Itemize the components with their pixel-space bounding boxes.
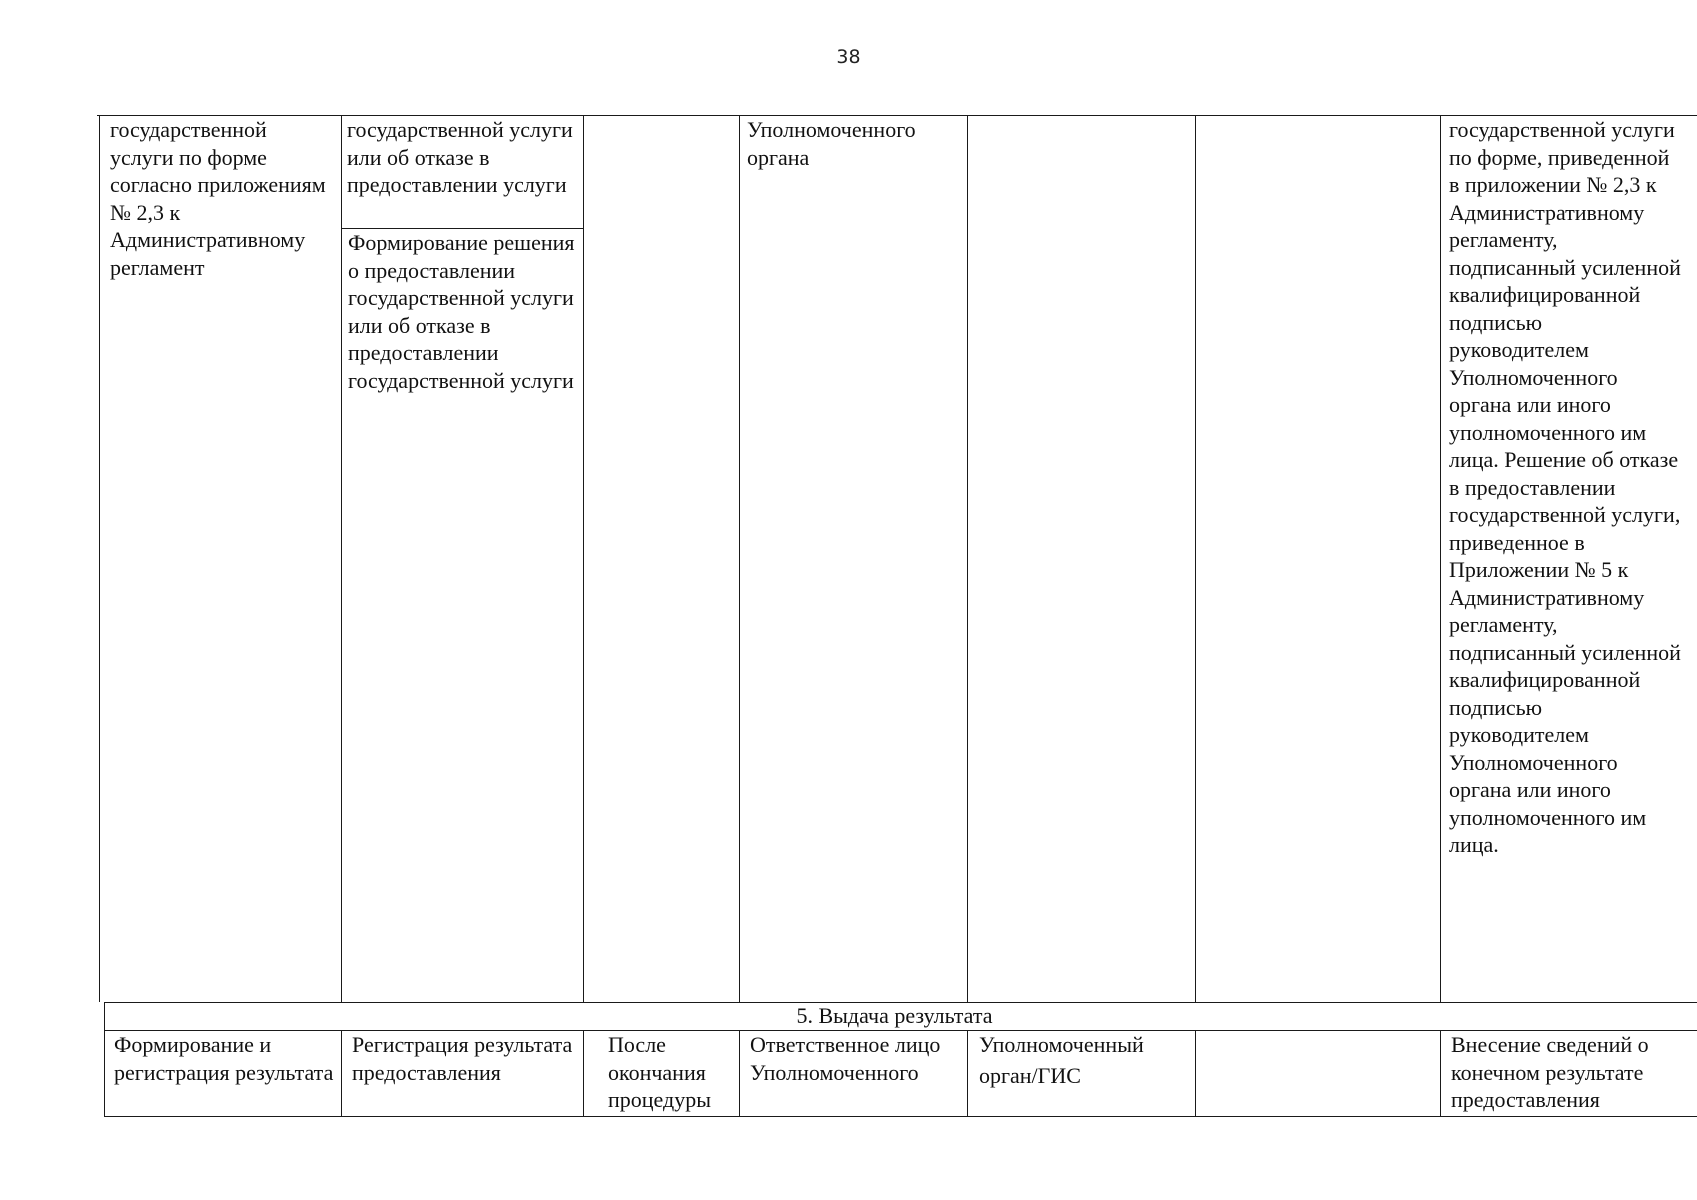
upper-cell-result: государственной услуги по форме, приведенной в приложении № 2,3 к Административному регламенту, подписанный усиленной квалифицированной подписью руководителем Уполномоченного органа или иного уполномоченного им лица. Решение об отказе в предоставлении государственной услуги, приведенное в Приложении № 5 к Административному регламенту, подписанный усиленной квалифицированной подписью руководителем Уполномоченного органа или иного уполномоченного им лица.: [1449, 117, 1681, 857]
section-header-text: 5. Выдача результата: [796, 1003, 993, 1028]
col-divider-4: [967, 115, 968, 1002]
col-divider-5-lower: [1195, 1030, 1196, 1116]
col-divider-2-lower: [583, 1030, 584, 1116]
col-divider-1: [341, 115, 342, 1002]
lower-cell-procedure: Регистрация результата предоставления: [352, 1032, 573, 1085]
upper-cell-description: государственной услуги по форме согласно приложениям № 2,3 к Административному регламент: [110, 117, 326, 280]
col-divider-5: [1195, 115, 1196, 1002]
col-divider-3: [739, 115, 740, 1002]
col-divider-1-lower: [341, 1030, 342, 1116]
lower-cell-deadline: После окончания процедуры: [608, 1032, 711, 1112]
lower-cell-system: Уполномоченный орган/ГИС: [979, 1032, 1144, 1088]
table-bottom-border: [104, 1116, 1697, 1117]
section-header: [104, 1002, 1697, 1029]
col-divider-2: [583, 115, 584, 1002]
col-divider-3-lower: [739, 1030, 740, 1116]
col-divider-6-lower: [1440, 1030, 1441, 1116]
lower-cell-responsible: Ответственное лицо Уполномоченного: [750, 1032, 941, 1085]
upper-cell-procedure-top: государственной услуги или об отказе в предоставлении услуги: [347, 117, 573, 197]
page-number: 38: [836, 46, 861, 68]
col-divider-6: [1440, 115, 1441, 1002]
lower-cell-description: Формирование и регистрация результата: [114, 1032, 334, 1085]
upper-cell-procedure-bottom: Формирование решения о предоставлении государственной услуги или об отказе в предоставлении государственной услуги: [348, 230, 575, 393]
table-left-border: [99, 115, 100, 1002]
lower-cell-result: Внесение сведений о конечном результате предоставления: [1451, 1032, 1649, 1112]
upper-cell-responsible: Уполномоченного органа: [747, 117, 916, 170]
col-divider-4-lower: [967, 1030, 968, 1116]
